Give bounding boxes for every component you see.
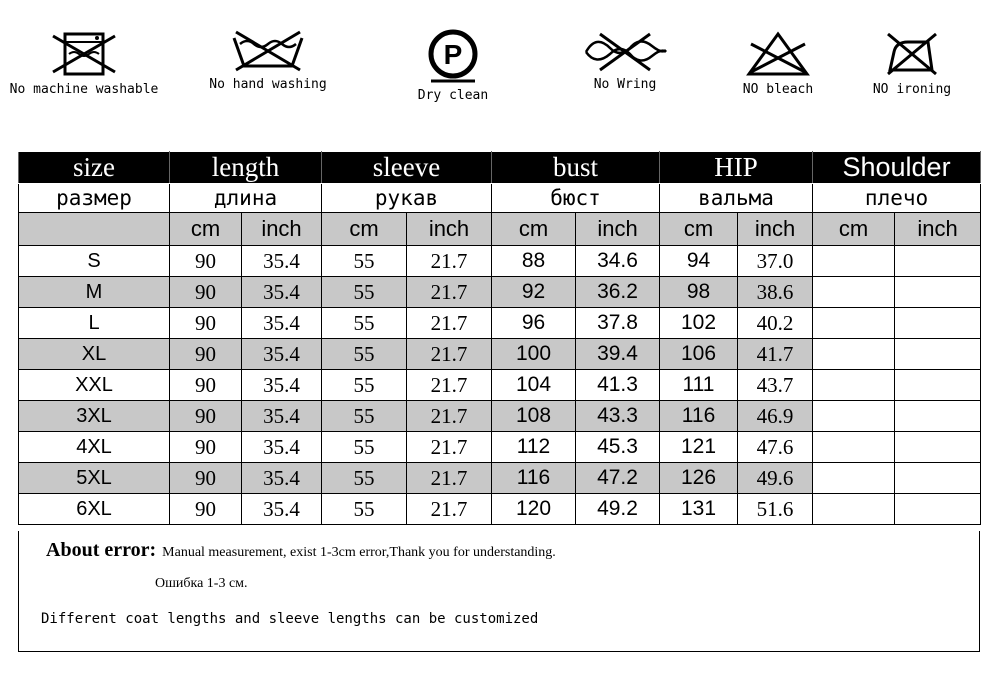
- cell-shoulder-empty: [813, 277, 895, 308]
- care-no-wring: [570, 28, 680, 92]
- header-length-ru: длина: [170, 184, 322, 213]
- no-bleach-icon: [743, 28, 813, 78]
- table-row: [19, 339, 981, 370]
- cell-hip-cm: 106: [660, 339, 738, 370]
- unit-cm: cm: [322, 213, 407, 246]
- cell-length-in: 35.4: [242, 432, 322, 463]
- cell-sleeve-in: 21.7: [407, 494, 492, 525]
- cell-sleeve-cm: 55: [322, 432, 407, 463]
- cell-shoulder-empty: [813, 432, 895, 463]
- dry-clean-icon: [423, 28, 483, 84]
- cell-hip-cm: 116: [660, 401, 738, 432]
- header-russian: [19, 184, 981, 213]
- header-hip: HIP: [660, 152, 813, 184]
- cell-bust-cm: 96: [492, 308, 576, 339]
- table-row: [19, 308, 981, 339]
- cell-bust-cm: 108: [492, 401, 576, 432]
- care-no-machine-wash: [8, 28, 160, 97]
- header-english: [19, 152, 981, 184]
- cell-hip-cm: 111: [660, 370, 738, 401]
- unit-blank: [19, 213, 170, 246]
- cell-size: M: [19, 277, 170, 308]
- cell-sleeve-cm: 55: [322, 246, 407, 277]
- cell-shoulder-empty: [813, 246, 895, 277]
- notes-panel: [18, 531, 980, 652]
- care-label: NO ironing: [872, 82, 952, 97]
- header-bust-ru: бюст: [492, 184, 660, 213]
- cell-shoulder-empty: [895, 308, 981, 339]
- care-instructions: [0, 28, 1000, 128]
- cell-sleeve-cm: 55: [322, 494, 407, 525]
- header-length: length: [170, 152, 322, 184]
- cell-bust-in: 39.4: [576, 339, 660, 370]
- cell-hip-in: 41.7: [738, 339, 813, 370]
- care-no-hand-wash: [198, 28, 338, 92]
- unit-inch: inch: [407, 213, 492, 246]
- cell-length-cm: 90: [170, 463, 242, 494]
- cell-length-cm: 90: [170, 277, 242, 308]
- care-dry-clean: [398, 28, 508, 103]
- cell-length-cm: 90: [170, 370, 242, 401]
- no-wring-icon: [580, 28, 670, 73]
- cell-sleeve-in: 21.7: [407, 246, 492, 277]
- cell-bust-cm: 120: [492, 494, 576, 525]
- cell-bust-cm: 88: [492, 246, 576, 277]
- error-note-lead: About error:: [46, 539, 157, 561]
- care-label: No machine washable: [9, 82, 159, 97]
- cell-bust-in: 49.2: [576, 494, 660, 525]
- cell-length-in: 35.4: [242, 277, 322, 308]
- cell-bust-in: 43.3: [576, 401, 660, 432]
- cell-sleeve-in: 21.7: [407, 308, 492, 339]
- cell-hip-in: 49.6: [738, 463, 813, 494]
- cell-shoulder-empty: [813, 339, 895, 370]
- cell-shoulder-empty: [895, 432, 981, 463]
- table-row: [19, 370, 981, 401]
- cell-size: L: [19, 308, 170, 339]
- cell-size: 3XL: [19, 401, 170, 432]
- cell-hip-in: 46.9: [738, 401, 813, 432]
- cell-hip-in: 51.6: [738, 494, 813, 525]
- header-sleeve-ru: рукав: [322, 184, 492, 213]
- cell-shoulder-empty: [895, 370, 981, 401]
- cell-length-cm: 90: [170, 432, 242, 463]
- cell-sleeve-cm: 55: [322, 370, 407, 401]
- cell-bust-cm: 92: [492, 277, 576, 308]
- cell-sleeve-in: 21.7: [407, 401, 492, 432]
- cell-hip-cm: 121: [660, 432, 738, 463]
- table-row: [19, 432, 981, 463]
- cell-size: XL: [19, 339, 170, 370]
- cell-hip-cm: 126: [660, 463, 738, 494]
- cell-hip-cm: 98: [660, 277, 738, 308]
- table-row: [19, 463, 981, 494]
- care-label: No Wring: [593, 77, 657, 92]
- unit-inch: inch: [242, 213, 322, 246]
- error-note-ru: Ошибка 1-3 см.: [155, 576, 248, 591]
- cell-size: 5XL: [19, 463, 170, 494]
- care-no-bleach: [728, 28, 828, 97]
- cell-shoulder-empty: [813, 308, 895, 339]
- cell-bust-cm: 104: [492, 370, 576, 401]
- care-label: No hand washing: [209, 77, 327, 92]
- cell-hip-in: 43.7: [738, 370, 813, 401]
- unit-cm: cm: [813, 213, 895, 246]
- cell-length-cm: 90: [170, 246, 242, 277]
- header-bust: bust: [492, 152, 660, 184]
- cell-bust-cm: 100: [492, 339, 576, 370]
- table-row: [19, 401, 981, 432]
- unit-cm: cm: [660, 213, 738, 246]
- cell-sleeve-in: 21.7: [407, 277, 492, 308]
- cell-shoulder-empty: [895, 494, 981, 525]
- cell-bust-in: 34.6: [576, 246, 660, 277]
- cell-length-in: 35.4: [242, 401, 322, 432]
- header-units: [19, 213, 981, 246]
- cell-length-in: 35.4: [242, 463, 322, 494]
- cell-bust-in: 41.3: [576, 370, 660, 401]
- cell-length-in: 35.4: [242, 308, 322, 339]
- cell-sleeve-in: 21.7: [407, 463, 492, 494]
- cell-bust-in: 37.8: [576, 308, 660, 339]
- cell-sleeve-cm: 55: [322, 308, 407, 339]
- cell-bust-in: 47.2: [576, 463, 660, 494]
- cell-shoulder-empty: [813, 463, 895, 494]
- svg-text:P: P: [443, 39, 463, 70]
- no-ironing-icon: [882, 28, 942, 78]
- cell-shoulder-empty: [895, 277, 981, 308]
- cell-sleeve-cm: 55: [322, 277, 407, 308]
- header-sleeve: sleeve: [322, 152, 492, 184]
- unit-inch: inch: [576, 213, 660, 246]
- cell-bust-in: 45.3: [576, 432, 660, 463]
- cell-length-in: 35.4: [242, 246, 322, 277]
- cell-size: 6XL: [19, 494, 170, 525]
- cell-hip-in: 47.6: [738, 432, 813, 463]
- cell-shoulder-empty: [895, 401, 981, 432]
- cell-sleeve-in: 21.7: [407, 339, 492, 370]
- header-shoulder-ru: плечо: [813, 184, 981, 213]
- unit-cm: cm: [170, 213, 242, 246]
- cell-shoulder-empty: [813, 494, 895, 525]
- cell-length-cm: 90: [170, 401, 242, 432]
- error-note-text: Manual measurement, exist 1-3cm error,Thank you for understanding.: [162, 545, 556, 560]
- no-machine-wash-icon: [49, 28, 119, 78]
- table-row: [19, 494, 981, 525]
- custom-note: Different coat lengths and sleeve lengths can be customized: [41, 611, 539, 627]
- cell-length-in: 35.4: [242, 494, 322, 525]
- unit-inch: inch: [895, 213, 981, 246]
- cell-shoulder-empty: [813, 401, 895, 432]
- cell-shoulder-empty: [895, 339, 981, 370]
- cell-shoulder-empty: [813, 370, 895, 401]
- cell-hip-in: 40.2: [738, 308, 813, 339]
- cell-sleeve-in: 21.7: [407, 370, 492, 401]
- unit-inch: inch: [738, 213, 813, 246]
- care-no-ironing: [862, 28, 962, 97]
- header-size-ru: размер: [19, 184, 170, 213]
- header-shoulder: Shoulder: [813, 152, 981, 184]
- cell-length-cm: 90: [170, 494, 242, 525]
- cell-size: 4XL: [19, 432, 170, 463]
- cell-bust-cm: 112: [492, 432, 576, 463]
- cell-length-in: 35.4: [242, 370, 322, 401]
- cell-hip-in: 37.0: [738, 246, 813, 277]
- unit-cm: cm: [492, 213, 576, 246]
- cell-bust-in: 36.2: [576, 277, 660, 308]
- cell-sleeve-in: 21.7: [407, 432, 492, 463]
- cell-sleeve-cm: 55: [322, 463, 407, 494]
- cell-shoulder-empty: [895, 246, 981, 277]
- table-row: [19, 246, 981, 277]
- cell-sleeve-cm: 55: [322, 339, 407, 370]
- cell-bust-cm: 116: [492, 463, 576, 494]
- cell-length-in: 35.4: [242, 339, 322, 370]
- table-row: [19, 277, 981, 308]
- header-hip-ru: вальма: [660, 184, 813, 213]
- care-label: Dry clean: [417, 88, 489, 103]
- no-hand-wash-icon: [228, 28, 308, 73]
- size-rows: [19, 246, 981, 525]
- cell-shoulder-empty: [895, 463, 981, 494]
- error-note: [46, 539, 556, 562]
- care-label: NO bleach: [742, 82, 814, 97]
- header-size: size: [19, 152, 170, 184]
- cell-size: S: [19, 246, 170, 277]
- cell-hip-cm: 102: [660, 308, 738, 339]
- cell-hip-in: 38.6: [738, 277, 813, 308]
- cell-length-cm: 90: [170, 339, 242, 370]
- cell-length-cm: 90: [170, 308, 242, 339]
- cell-hip-cm: 131: [660, 494, 738, 525]
- size-chart-table: [18, 151, 981, 525]
- cell-sleeve-cm: 55: [322, 401, 407, 432]
- cell-hip-cm: 94: [660, 246, 738, 277]
- cell-size: XXL: [19, 370, 170, 401]
